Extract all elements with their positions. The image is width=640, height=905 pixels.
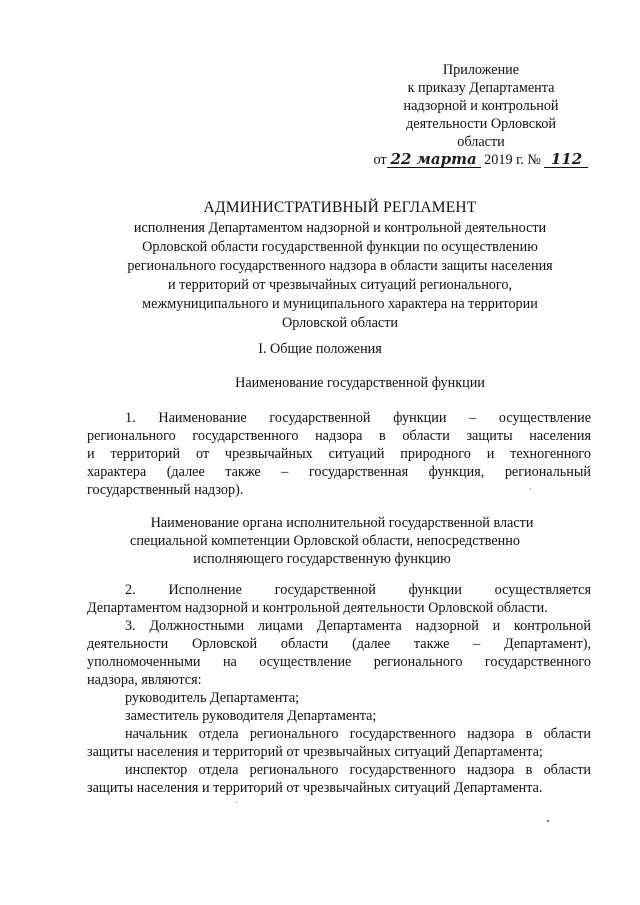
- appendix-line: Приложение: [442, 62, 520, 78]
- paragraph-line: 3. Должностными лицами Департамента надзорной и контрольной: [125, 618, 591, 634]
- handwritten-order-number: 112: [544, 151, 588, 168]
- appendix-line: области: [457, 134, 505, 150]
- list-item-line: начальник отдела регионального государственного надзора в области: [125, 726, 591, 742]
- appendix-line: деятельности Орловской: [406, 116, 556, 132]
- appendix-line: к приказу Департамента: [407, 80, 555, 96]
- paragraph-line: государственный надзор).: [87, 482, 244, 498]
- appendix-line: надзорной и контрольной: [403, 98, 559, 114]
- paragraph-line: характера (далее также – государственная функция, региональный: [87, 464, 591, 480]
- paragraph-1: [87, 409, 591, 499]
- title-line: и территорий от чрезвычайных ситуаций регионального,: [167, 277, 512, 293]
- subsection-line: исполняющего государственную функцию: [193, 551, 451, 567]
- paragraph-line: и территорий от чрезвычайных ситуаций природного и техногенного: [87, 446, 591, 462]
- paragraph-line: 2. Исполнение государственной функции осуществляется: [125, 582, 591, 598]
- paragraph-line: 1. Наименование государственной функции – осуществление: [125, 410, 591, 426]
- handwritten-order-date: 22 марта: [387, 151, 481, 168]
- subsection-heading: Наименование государственной функции: [235, 375, 485, 391]
- paragraph-line: Департаментом надзорной и контрольной деятельности Орловской области.: [87, 600, 548, 616]
- paragraph-line: регионального государственного надзора в области защиты населения: [87, 428, 591, 444]
- document-title-block: [90, 199, 590, 333]
- subsection-heading-2: [22, 514, 640, 568]
- title-line: Орловской области: [281, 315, 399, 331]
- order-year: 2019 г. №: [484, 152, 541, 168]
- document-title: АДМИНИСТРАТИВНЫЙ РЕГЛАМЕНТ: [203, 199, 477, 216]
- appendix-block: [366, 61, 596, 169]
- list-item-line: защиты населения и территорий от чрезвычайных ситуаций Департамента.: [87, 780, 543, 796]
- scan-speck: [547, 820, 549, 822]
- title-line: регионального государственного надзора в области защиты населения: [127, 258, 553, 274]
- subsection-line: специальной компетенции Орловской области, непосредственно: [130, 533, 520, 549]
- paragraph-line: уполномоченными на осуществление регионального государственного: [87, 654, 591, 670]
- paragraph-line: деятельности Орловской области (далее также – Департамент),: [87, 636, 591, 652]
- list-item: руководитель Департамента;: [125, 690, 300, 706]
- order-line: [366, 151, 596, 169]
- paragraph-3: [87, 617, 591, 797]
- scan-speck: [530, 488, 531, 489]
- section-heading: I. Общие положения: [258, 341, 382, 357]
- list-item: заместитель руководителя Департамента;: [125, 708, 377, 724]
- title-line: Орловской области государственной функции по осуществлению: [142, 239, 538, 255]
- scan-speck: [236, 802, 237, 803]
- subsection-line: Наименование органа исполнительной государственной власти: [150, 515, 534, 531]
- order-prefix: от: [373, 152, 387, 168]
- paragraph-2: [87, 581, 591, 617]
- list-item-line: инспектор отдела регионального государственного надзора в области: [125, 762, 591, 778]
- title-line: межмуниципального и муниципального характера на территории: [142, 296, 538, 312]
- list-item-line: защиты населения и территорий от чрезвычайных ситуаций Департамента;: [87, 744, 543, 760]
- paragraph-line: надзора, являются:: [87, 672, 202, 688]
- title-line: исполнения Департаментом надзорной и контрольной деятельности: [133, 220, 547, 236]
